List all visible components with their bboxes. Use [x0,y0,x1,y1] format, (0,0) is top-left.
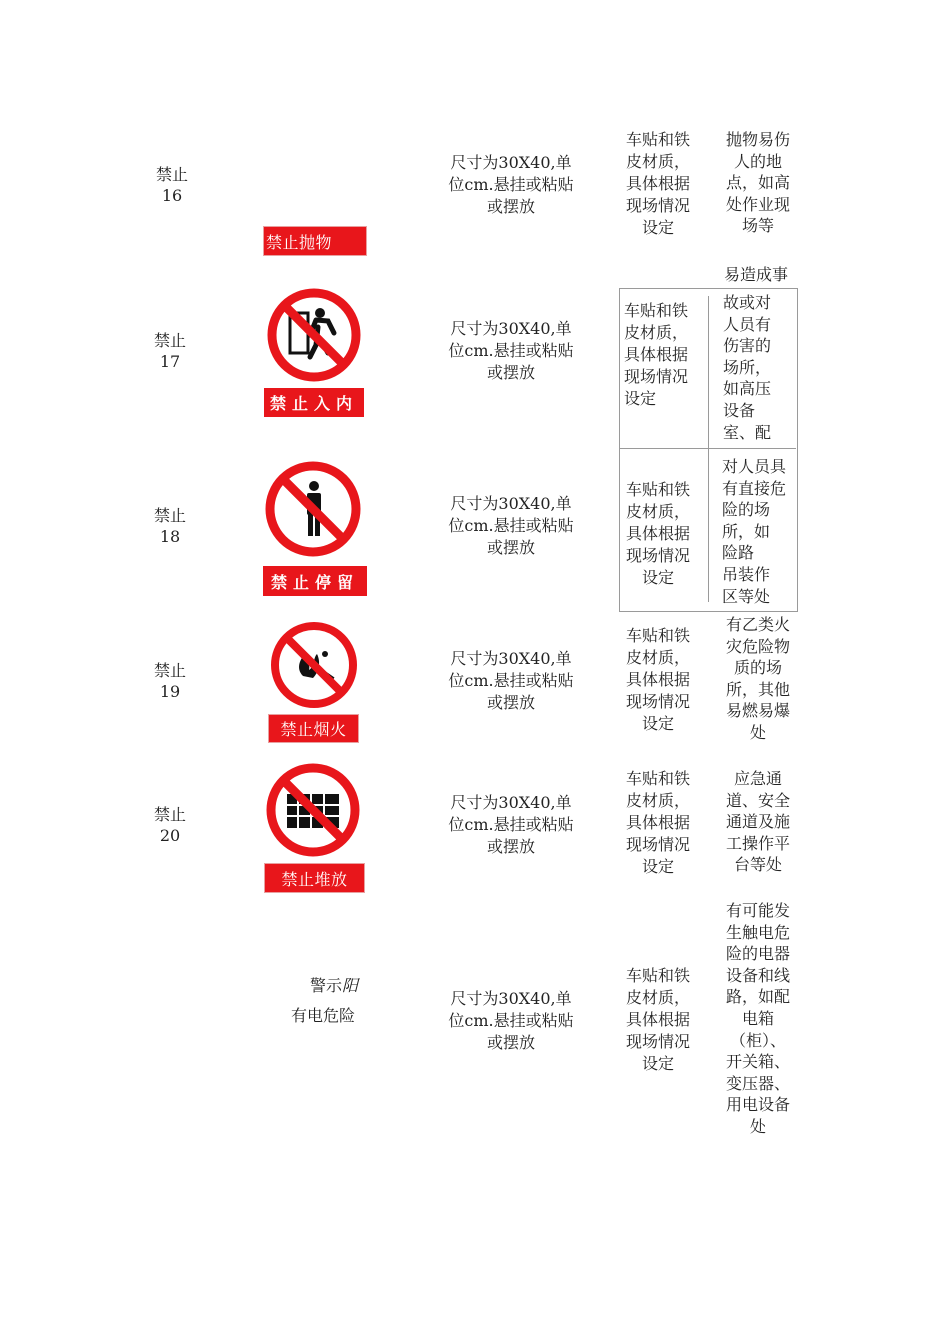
sign-label-electric-danger: 有电危险 [291,1006,356,1025]
sign-label-no-stacking: 禁止堆放 [264,863,365,893]
row-16-size: 尺寸为30X40,单 位cm.悬挂或粘贴 或摆放 [448,153,574,216]
row-18-material: 车贴和铁 皮材质， 具体根据 现场情况 设定 [625,480,690,587]
warning-title [310,973,358,996]
row-21-material: 车贴和铁 皮材质， 具体根据 现场情况 设定 [625,966,690,1073]
row-19-material: 车贴和铁 皮材质， 具体根据 现场情况 设定 [625,626,690,733]
warning-glyph: 阳 [342,976,359,995]
sign-label-no-entry: 禁止入内 [264,388,364,417]
row-20-number: 禁止 20 [153,805,186,845]
no-standing-icon [264,460,362,558]
row-16-location: 抛物易伤 人的地 点，如高 处作业现 场等 [725,130,790,236]
sign-label-no-throwing: 禁止抛物 [263,226,367,256]
row-20-material: 车贴和铁 皮材质， 具体根据 现场情况 设定 [625,769,690,876]
row-18-number: 禁止 18 [153,506,186,546]
row-16-number: 禁止 16 [155,165,188,205]
row-17-size: 尺寸为30X40,单 位cm.悬挂或粘贴 或摆放 [448,319,574,382]
row-17-material: 车贴和铁 皮材质， 具体根据 现场情况 设定 [624,301,689,408]
no-stacking-icon [265,762,361,858]
sign-label-no-fire: 禁止烟火 [268,714,359,743]
sign-label-no-standing: 禁止停留 [263,566,367,596]
row-20-size: 尺寸为30X40,单 位cm.悬挂或粘贴 或摆放 [448,793,574,856]
row-17-location-top: 易造成事 [723,265,788,284]
row-19-size: 尺寸为30X40,单 位cm.悬挂或粘贴 或摆放 [448,649,574,712]
no-fire-icon [269,620,359,710]
row-21-location: 有可能发 生触电危 险的电器 设备和线 路，如配 电箱 （柜）、 开关箱、 变压器、 用电设备 处 [725,901,790,1136]
row-16-material: 车贴和铁 皮材质， 具体根据 现场情况 设定 [625,130,690,237]
row-17-number: 禁止 17 [153,331,186,371]
row-20-location: 应急通 道、安全 通道及施 工操作平 台等处 [725,769,790,875]
warning-prefix: 警示 [310,976,343,995]
box-divider-vertical [708,296,709,602]
row-18-location: 对人员具 有直接危 险的场 所，如 险路 吊装作 区等处 [722,457,787,606]
no-entry-person-icon [266,287,362,383]
row-21-size: 尺寸为30X40,单 位cm.悬挂或粘贴 或摆放 [448,989,574,1052]
row-18-size: 尺寸为30X40,单 位cm.悬挂或粘贴 或摆放 [448,494,574,557]
row-19-number: 禁止 19 [153,661,186,701]
row-17-location: 故或对 人员有 伤害的 场所， 如高压 设备 室、配 [723,293,772,442]
row-19-location: 有乙类火 灾危险物 质的场 所，其他 易燃易爆 处 [725,615,790,742]
